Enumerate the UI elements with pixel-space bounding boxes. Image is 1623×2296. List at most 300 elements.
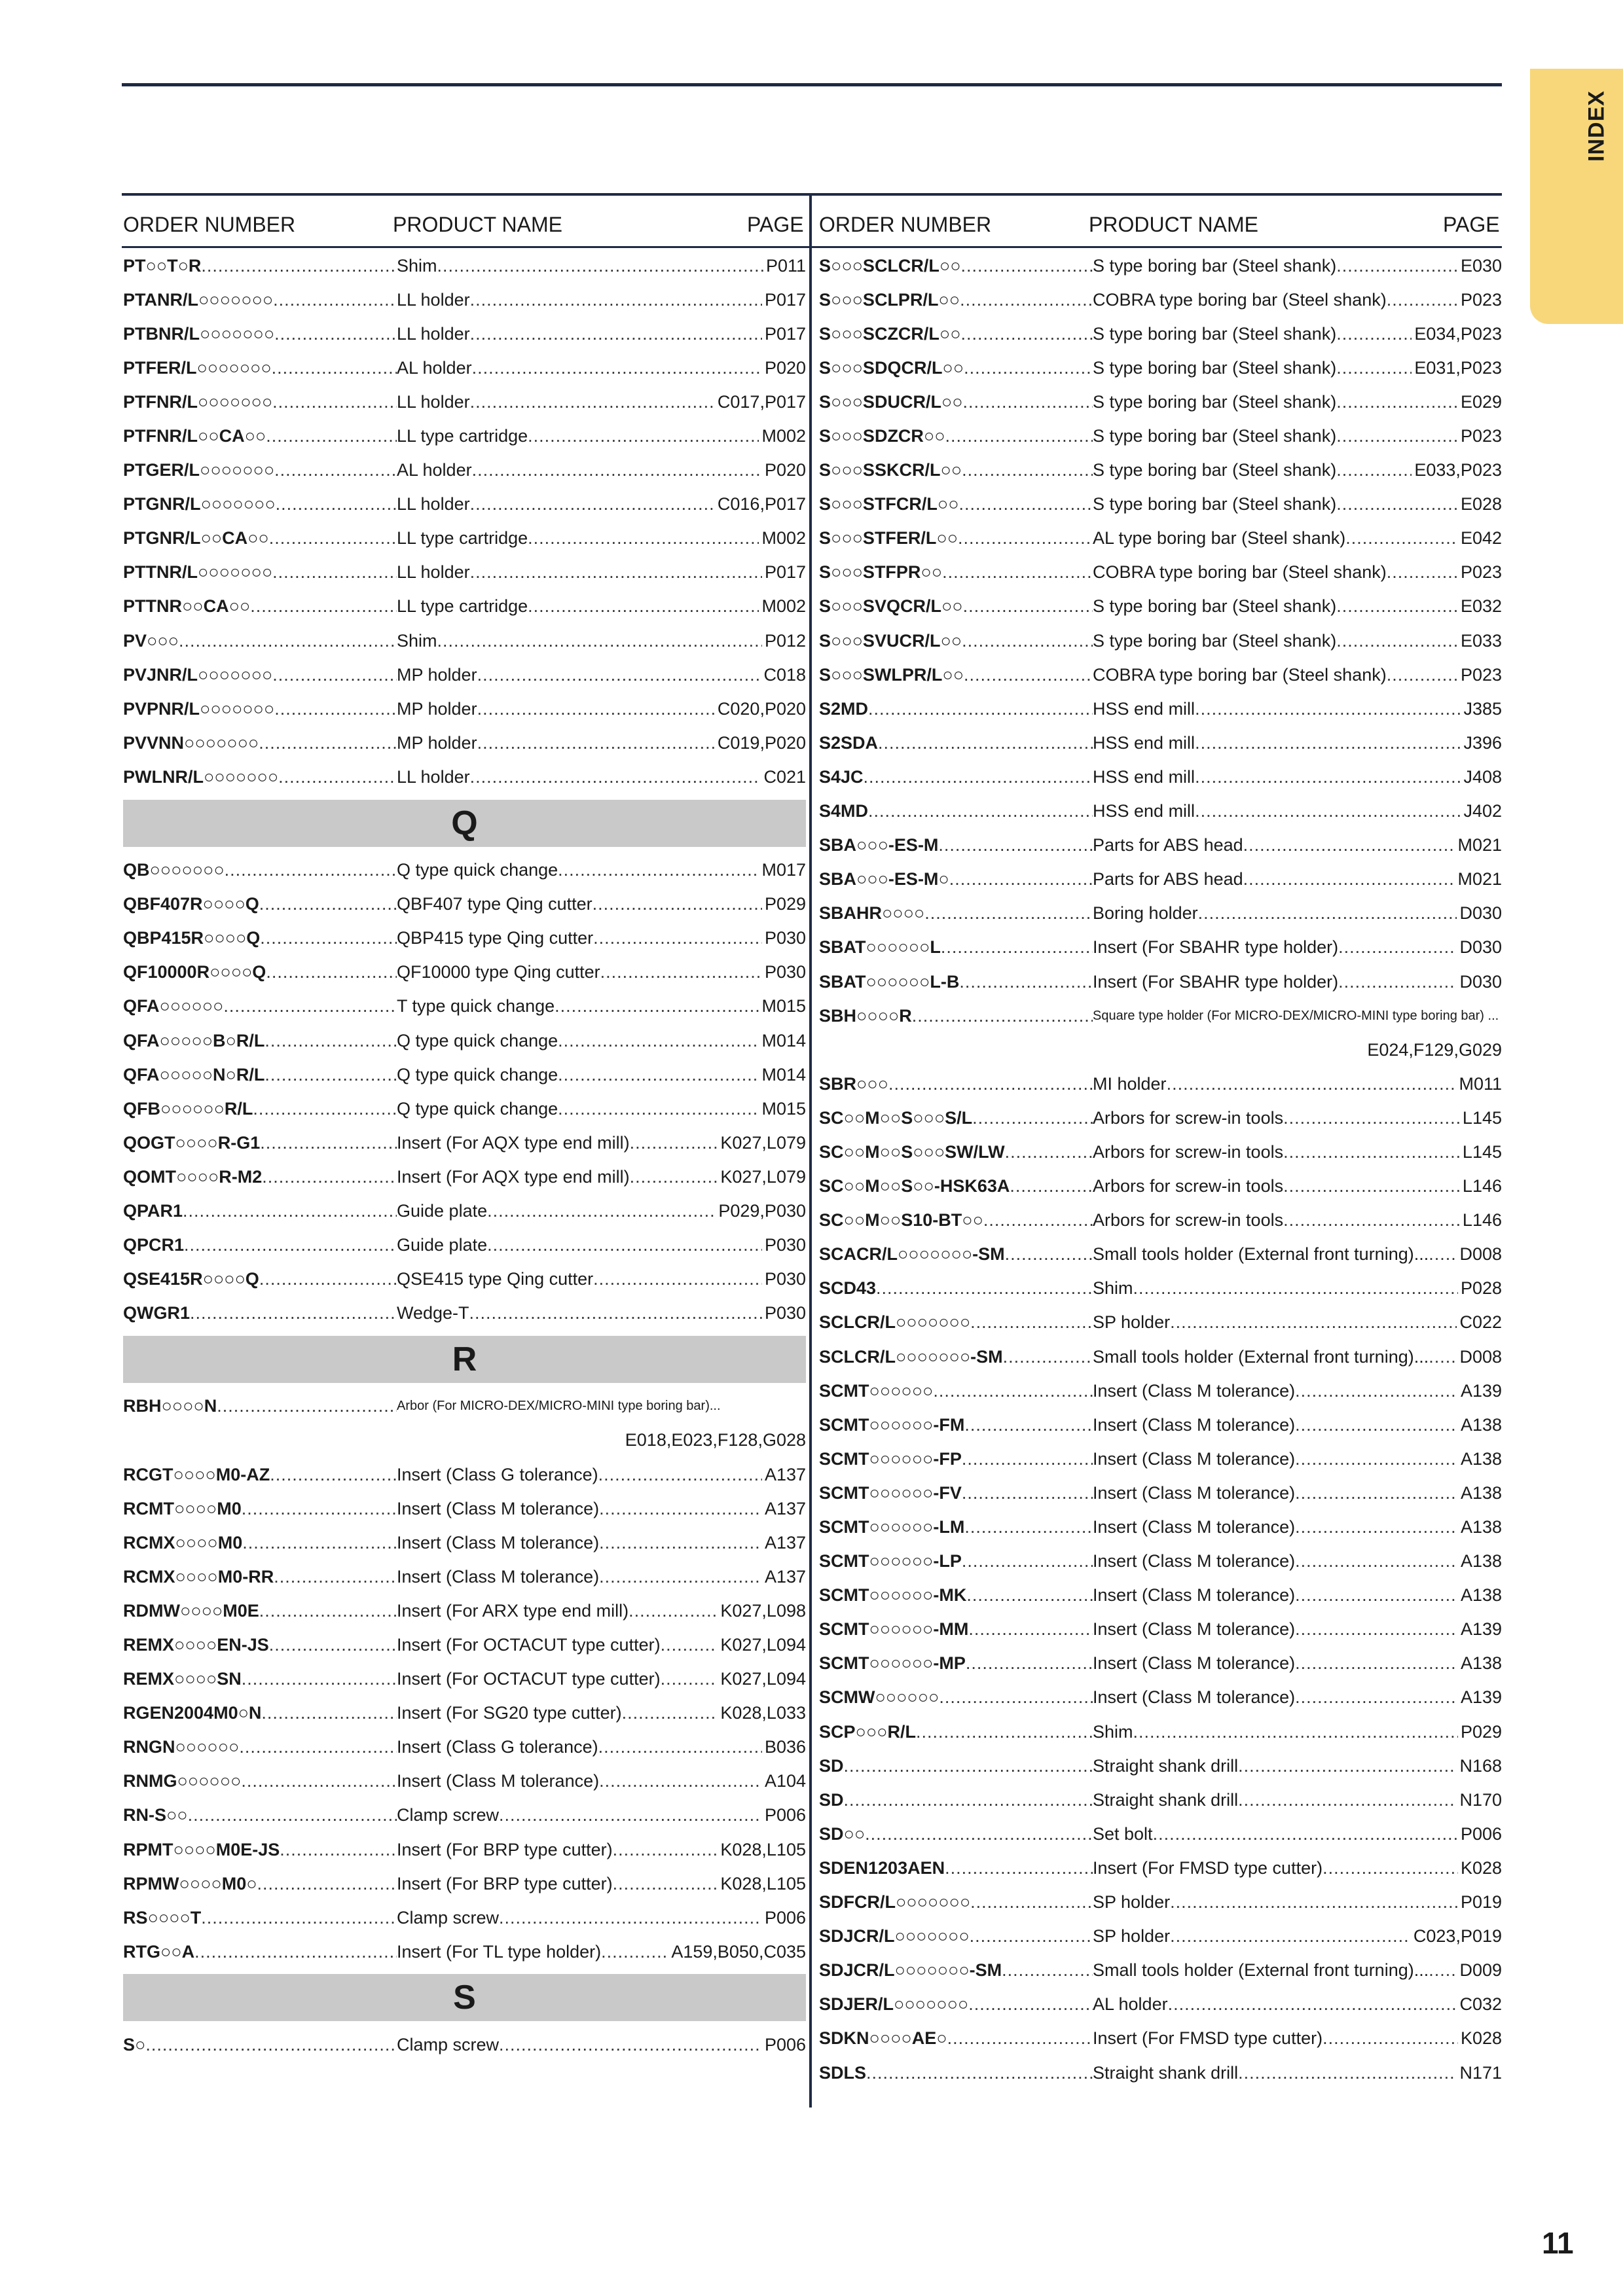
product-cell xyxy=(1093,1926,1502,1946)
dot-leader xyxy=(477,699,715,719)
page-ref[interactable]: K028,L033 xyxy=(720,1703,806,1723)
product-cell xyxy=(397,1669,806,1689)
order-number: S2SDA xyxy=(819,732,879,753)
dot-leader xyxy=(933,1381,1093,1401)
index-row xyxy=(123,1560,806,1594)
order-number: QSE415R○○○○Q xyxy=(123,1269,259,1289)
order-number-cell xyxy=(819,494,1093,514)
section-letter-bar: R xyxy=(123,1336,806,1383)
index-row xyxy=(819,522,1502,556)
dot-leader xyxy=(1295,1687,1458,1708)
dot-leader xyxy=(866,2063,1093,2083)
order-number: RPMW○○○○M0○ xyxy=(123,1873,257,1893)
index-row xyxy=(123,1662,806,1696)
dot-leader xyxy=(266,426,397,446)
product-cell xyxy=(1093,1756,1502,1776)
product-name: Insert (For ARX type end mill) xyxy=(397,1600,629,1621)
page-ref[interactable]: P030 xyxy=(764,1303,806,1323)
product-cell xyxy=(1093,1653,1502,1674)
page-ref[interactable]: M002 xyxy=(761,528,806,548)
index-row xyxy=(123,760,806,794)
section-letter-bar: S xyxy=(123,1974,806,2021)
page-ref[interactable]: K027,L079 xyxy=(720,1166,806,1187)
dot-leader xyxy=(241,1771,397,1791)
order-number-cell xyxy=(123,1533,397,1553)
order-number: SD○○ xyxy=(819,1823,866,1844)
product-name: LL type cartridge xyxy=(397,596,528,617)
product-name: Insert (Class M tolerance) xyxy=(1093,1619,1296,1640)
dot-leader xyxy=(661,1669,718,1689)
order-number: SD xyxy=(819,1789,844,1810)
dot-leader xyxy=(1336,494,1458,514)
product-name: MP holder xyxy=(397,664,477,685)
product-cell xyxy=(397,1465,806,1485)
index-row xyxy=(123,1867,806,1901)
dot-leader xyxy=(966,1585,1093,1605)
index-row xyxy=(123,317,806,351)
order-number-cell xyxy=(819,665,1093,685)
order-number-cell xyxy=(819,1619,1093,1640)
product-cell xyxy=(1093,1415,1502,1435)
page-ref[interactable]: C023,P019 xyxy=(1413,1926,1502,1946)
order-number-cell xyxy=(123,1771,397,1791)
product-cell xyxy=(1093,1892,1502,1912)
page-ref[interactable]: P029,P030 xyxy=(718,1200,806,1221)
dot-leader xyxy=(1295,1483,1458,1503)
page-ref[interactable]: P019 xyxy=(1460,1892,1502,1912)
page-ref[interactable]: P023 xyxy=(1460,289,1502,310)
page-ref[interactable]: M021 xyxy=(1457,835,1502,855)
subheader-rule-left xyxy=(122,246,809,248)
dot-leader xyxy=(1238,1790,1457,1810)
page-ref[interactable]: A138 xyxy=(1460,1482,1502,1503)
page-ref[interactable]: N170 xyxy=(1459,1789,1502,1810)
page-ref[interactable]: D009 xyxy=(1459,1960,1502,1981)
product-cell xyxy=(1093,1176,1502,1196)
order-number-cell xyxy=(819,1551,1093,1571)
order-number: S2MD xyxy=(819,698,869,719)
page-ref[interactable]: P011 xyxy=(765,255,806,276)
dot-leader xyxy=(272,392,397,412)
product-cell xyxy=(397,256,806,276)
order-number-cell xyxy=(123,1303,397,1323)
dot-leader xyxy=(225,860,397,880)
index-row xyxy=(123,454,806,488)
page-ref[interactable]: C020,P020 xyxy=(717,698,806,719)
page-ref[interactable]: M015 xyxy=(761,1098,806,1119)
page-ref[interactable]: P030 xyxy=(764,1235,806,1255)
index-row xyxy=(819,419,1502,453)
page-ref[interactable]: K027,L094 xyxy=(720,1635,806,1655)
page-ref[interactable]: M021 xyxy=(1457,869,1502,889)
page-ref[interactable]: A137 xyxy=(764,1498,806,1518)
order-number: QOGT○○○○R-G1 xyxy=(123,1132,261,1153)
page-ref[interactable]: D030 xyxy=(1459,937,1502,958)
col-header-product-right: PRODUCT NAME xyxy=(1089,213,1258,236)
page-ref[interactable]: A139 xyxy=(1460,1687,1502,1708)
header-rule-left xyxy=(122,193,809,196)
product-name: Small tools holder (External front turning)... xyxy=(1093,1346,1429,1367)
product-cell xyxy=(397,962,806,982)
dot-leader xyxy=(1283,1176,1460,1196)
product-name: Shim xyxy=(1093,1721,1133,1742)
page-ref[interactable]: M017 xyxy=(761,860,806,880)
dot-leader xyxy=(273,290,397,310)
page-ref[interactable]: C019,P020 xyxy=(717,732,806,753)
product-name: Insert (Class M tolerance) xyxy=(1093,1653,1296,1674)
order-number: RCMX○○○○M0-RR xyxy=(123,1566,274,1587)
product-name: Parts for ABS head xyxy=(1093,835,1243,855)
index-row xyxy=(123,1526,806,1560)
index-row xyxy=(819,897,1502,931)
page-ref[interactable]: C032 xyxy=(1459,1994,1502,2015)
product-cell xyxy=(1093,699,1502,719)
product-name: Insert (For AQX type end mill) xyxy=(397,1132,630,1153)
dot-leader xyxy=(269,1635,397,1655)
index-row xyxy=(123,922,806,956)
order-number: S○○○SCLPR/L○○ xyxy=(819,289,960,310)
product-cell xyxy=(1093,1142,1502,1162)
dot-leader xyxy=(1238,1756,1457,1776)
page-ref[interactable]: C016,P017 xyxy=(717,494,806,514)
page-ref[interactable]: E033,P023 xyxy=(1414,460,1502,480)
dot-leader xyxy=(1195,733,1461,753)
order-number-cell xyxy=(123,1201,397,1221)
product-name: HSS end mill xyxy=(1093,698,1195,719)
product-name: Insert (Class M tolerance) xyxy=(1093,1414,1296,1435)
product-name: Guide plate xyxy=(397,1235,488,1255)
product-name: LL holder xyxy=(397,562,470,583)
page-ref[interactable]: E031,P023 xyxy=(1414,357,1502,378)
dot-leader xyxy=(593,894,762,914)
page-ref[interactable]: J408 xyxy=(1463,766,1502,787)
order-number-cell xyxy=(819,2028,1093,2049)
dot-leader xyxy=(968,1994,1093,2015)
page-ref[interactable]: A138 xyxy=(1460,1551,1502,1571)
page-ref[interactable]: D008 xyxy=(1459,1244,1502,1265)
page-ref[interactable]: M014 xyxy=(761,1064,806,1085)
page-ref[interactable]: P006 xyxy=(1460,1823,1502,1844)
page-ref[interactable]: J385 xyxy=(1463,698,1502,719)
page-ref[interactable]: A139 xyxy=(1460,1380,1502,1401)
index-row xyxy=(819,351,1502,385)
subheader-rule-right xyxy=(812,246,1502,248)
page-ref[interactable]: E033 xyxy=(1460,630,1502,651)
order-number-cell xyxy=(123,2035,397,2055)
page-ref[interactable]: B036 xyxy=(764,1737,806,1757)
column-divider xyxy=(809,193,812,2108)
index-row xyxy=(123,990,806,1024)
page-ref[interactable]: K027,L079 xyxy=(720,1132,806,1153)
product-cell xyxy=(1093,937,1502,958)
product-name: Boring holder xyxy=(1093,903,1198,924)
page-ref[interactable]: K028 xyxy=(1460,2028,1502,2049)
product-name: S type boring bar (Steel shank) xyxy=(1093,460,1337,480)
page-ref[interactable]: L146 xyxy=(1462,1176,1502,1196)
index-row xyxy=(123,385,806,419)
order-number-cell xyxy=(123,1031,397,1051)
page-ref[interactable]: P020 xyxy=(764,357,806,378)
index-row xyxy=(123,1297,806,1331)
index-row xyxy=(123,624,806,658)
page-ref[interactable]: P020 xyxy=(764,460,806,480)
dot-leader xyxy=(963,392,1093,412)
page-ref[interactable]: E034,P023 xyxy=(1414,323,1502,344)
order-number-cell xyxy=(123,665,397,685)
order-number: SDFCR/L○○○○○○○ xyxy=(819,1892,971,1912)
dot-leader xyxy=(1133,1722,1458,1742)
dot-leader xyxy=(272,665,397,685)
page-ref[interactable]: M014 xyxy=(761,1030,806,1050)
product-cell xyxy=(397,996,806,1016)
product-cell xyxy=(397,1065,806,1085)
dot-leader xyxy=(1295,1415,1458,1435)
dot-leader xyxy=(599,1533,762,1553)
index-row xyxy=(819,999,1502,1033)
order-number-cell xyxy=(123,1737,397,1757)
index-row xyxy=(123,1126,806,1160)
index-row xyxy=(123,1458,806,1492)
page-ref[interactable]: P030 xyxy=(764,1269,806,1289)
order-number-cell xyxy=(819,835,1093,855)
product-cell xyxy=(1093,324,1502,344)
page-ref[interactable]: P023 xyxy=(1460,664,1502,685)
page-ref[interactable]: D008 xyxy=(1459,1346,1502,1367)
dot-leader xyxy=(261,1703,397,1723)
dot-leader xyxy=(1167,1074,1457,1094)
product-cell xyxy=(397,1601,806,1621)
product-name: AL holder xyxy=(397,357,472,378)
index-tab[interactable] xyxy=(1530,69,1623,324)
order-number-cell xyxy=(819,1108,1093,1128)
product-cell xyxy=(1093,1347,1502,1367)
product-cell xyxy=(1093,903,1502,924)
order-number: S○○○SCZCR/L○○ xyxy=(819,323,961,344)
page-ref[interactable]: E024,F129,G029 xyxy=(1367,1039,1502,1060)
product-cell xyxy=(397,1235,806,1255)
page-ref[interactable]: A159,B050,C035 xyxy=(671,1941,806,1962)
page-ref[interactable]: K027,L094 xyxy=(720,1669,806,1689)
page-ref[interactable]: N171 xyxy=(1459,2062,1502,2083)
dot-leader xyxy=(964,665,1093,685)
product-name: Shim xyxy=(397,630,437,651)
page-ref[interactable]: C018 xyxy=(763,664,806,685)
page-ref[interactable]: K028,L105 xyxy=(720,1873,806,1893)
product-cell xyxy=(1093,426,1502,446)
page-ref[interactable]: C021 xyxy=(763,766,806,787)
order-number-cell xyxy=(123,1874,397,1894)
page-ref[interactable]: P028 xyxy=(1460,1278,1502,1299)
page-ref[interactable]: D030 xyxy=(1459,903,1502,924)
dot-leader xyxy=(1429,1960,1457,1981)
index-row xyxy=(819,249,1502,283)
page-ref[interactable]: P006 xyxy=(764,1805,806,1825)
page-ref[interactable]: P030 xyxy=(764,962,806,982)
product-cell xyxy=(397,562,806,583)
page-ref[interactable]: K028 xyxy=(1460,1857,1502,1878)
order-number-cell xyxy=(123,1840,397,1860)
page-ref[interactable]: K027,L098 xyxy=(720,1600,806,1621)
page-ref[interactable]: L146 xyxy=(1462,1210,1502,1230)
product-cell xyxy=(397,290,806,310)
order-number: PVVNN○○○○○○○ xyxy=(123,732,259,753)
order-number-cell xyxy=(123,358,397,378)
page-ref[interactable]: E032 xyxy=(1460,596,1502,617)
product-cell xyxy=(397,1771,806,1791)
page-ref[interactable]: A138 xyxy=(1460,1517,1502,1537)
page-ref[interactable]: P023 xyxy=(1460,562,1502,583)
section-letter-bar: Q xyxy=(123,800,806,847)
index-row xyxy=(123,1731,806,1765)
product-name: Insert (Class G tolerance) xyxy=(397,1737,598,1757)
dot-leader xyxy=(1243,869,1455,889)
product-name: HSS end mill xyxy=(1093,732,1195,753)
dot-leader xyxy=(1003,1347,1093,1367)
product-name: Clamp screw xyxy=(397,2034,500,2054)
order-number: RN-S○○ xyxy=(123,1805,188,1825)
page-ref[interactable]: M011 xyxy=(1459,1073,1502,1094)
product-name: LL holder xyxy=(397,289,470,310)
product-name: Set bolt xyxy=(1093,1823,1153,1844)
product-name: S type boring bar (Steel shank) xyxy=(1093,596,1337,617)
dot-leader xyxy=(1336,324,1412,344)
index-row xyxy=(819,1204,1502,1238)
order-number-cell xyxy=(819,972,1093,992)
index-row xyxy=(819,1851,1502,1885)
order-number-cell xyxy=(123,1065,397,1085)
page-ref[interactable]: P029 xyxy=(1460,1721,1502,1742)
page-ref[interactable]: P017 xyxy=(764,562,806,583)
dot-leader xyxy=(259,894,397,914)
page-ref[interactable]: P030 xyxy=(764,928,806,948)
page-ref[interactable]: A138 xyxy=(1460,1653,1502,1674)
product-cell xyxy=(397,733,806,753)
order-number: QFA○○○○○○ xyxy=(123,996,224,1016)
page-ref[interactable]: L145 xyxy=(1462,1141,1502,1162)
page-ref[interactable]: P006 xyxy=(764,1907,806,1928)
page-ref[interactable]: C022 xyxy=(1459,1312,1502,1333)
dot-leader xyxy=(470,494,715,514)
page-ref[interactable]: P017 xyxy=(764,323,806,344)
product-name: Q type quick change xyxy=(397,1098,558,1119)
index-row xyxy=(819,1886,1502,1920)
page-ref[interactable]: K028,L105 xyxy=(720,1839,806,1859)
dot-leader xyxy=(600,962,762,982)
index-row xyxy=(123,853,806,888)
order-number: RDMW○○○○M0E xyxy=(123,1600,259,1621)
page-ref[interactable]: E042 xyxy=(1460,528,1502,548)
page-ref[interactable]: A137 xyxy=(764,1532,806,1552)
dot-leader xyxy=(477,733,715,753)
index-row xyxy=(819,1715,1502,1749)
page-ref[interactable]: A137 xyxy=(764,1464,806,1484)
dot-leader xyxy=(599,1771,762,1791)
page-ref[interactable]: P012 xyxy=(764,630,806,651)
dot-leader xyxy=(470,767,761,787)
dot-leader xyxy=(947,2028,1093,2049)
dot-leader xyxy=(939,1687,1093,1708)
order-number: SCMT○○○○○○-LM xyxy=(819,1517,965,1537)
product-name: Q type quick change xyxy=(397,1030,558,1050)
dot-leader xyxy=(260,928,397,948)
product-cell xyxy=(397,665,806,685)
order-number: RGEN2004M0○N xyxy=(123,1703,262,1723)
product-name: Insert (For SG20 type cutter) xyxy=(397,1703,622,1723)
product-cell xyxy=(1093,801,1502,821)
page-ref[interactable]: L145 xyxy=(1462,1107,1502,1128)
page-ref[interactable]: E018,E023,F128,G028 xyxy=(625,1430,806,1450)
product-cell xyxy=(397,1942,806,1962)
header-rule-right xyxy=(812,193,1502,196)
index-tab-label: INDEX xyxy=(1584,90,1609,162)
page-ref[interactable]: P017 xyxy=(764,289,806,310)
col-header-order-left: ORDER NUMBER xyxy=(123,213,296,236)
page-ref[interactable]: N168 xyxy=(1459,1755,1502,1776)
page-ref[interactable]: A138 xyxy=(1460,1448,1502,1469)
page-ref[interactable]: D030 xyxy=(1459,971,1502,992)
page-ref[interactable]: P006 xyxy=(764,2034,806,2054)
dot-leader xyxy=(941,937,1093,958)
index-row xyxy=(123,726,806,760)
page-ref[interactable]: J396 xyxy=(1463,732,1502,753)
page-ref[interactable]: M015 xyxy=(761,996,806,1016)
page-ref[interactable]: A104 xyxy=(764,1771,806,1791)
order-number-cell xyxy=(819,324,1093,344)
page-ref[interactable]: E030 xyxy=(1460,255,1502,276)
page-ref[interactable]: M002 xyxy=(761,596,806,617)
product-name: Insert (Class M tolerance) xyxy=(1093,1380,1296,1401)
dot-leader xyxy=(972,1108,1093,1128)
order-number-cell xyxy=(819,1790,1093,1810)
page-ref[interactable]: J402 xyxy=(1463,801,1502,821)
order-number: S○○○STFCR/L○○ xyxy=(819,494,959,514)
page-ref[interactable]: A137 xyxy=(764,1566,806,1587)
page-ref[interactable]: M002 xyxy=(761,426,806,446)
dot-leader xyxy=(622,1703,718,1723)
order-number-cell xyxy=(123,1942,397,1962)
page-ref[interactable]: A138 xyxy=(1460,1585,1502,1605)
order-number-cell xyxy=(819,1006,1093,1026)
product-cell xyxy=(397,358,806,378)
page-ref[interactable]: A139 xyxy=(1460,1619,1502,1640)
order-number-cell xyxy=(123,1465,397,1485)
dot-leader xyxy=(145,2035,397,2055)
order-number-cell xyxy=(819,1517,1093,1537)
page-ref[interactable]: P023 xyxy=(1460,426,1502,446)
order-number: SCMW○○○○○○ xyxy=(819,1687,939,1708)
order-number-cell xyxy=(819,1722,1093,1742)
order-number: PVPNR/L○○○○○○○ xyxy=(123,698,275,719)
dot-leader xyxy=(201,256,397,276)
dot-leader xyxy=(179,631,397,651)
page-ref[interactable]: A138 xyxy=(1460,1414,1502,1435)
index-row xyxy=(819,692,1502,726)
index-row xyxy=(123,1024,806,1058)
order-number: S○○○SWLPR/L○○ xyxy=(819,664,964,685)
page-ref[interactable]: P029 xyxy=(764,894,806,914)
page-ref[interactable]: E029 xyxy=(1460,391,1502,412)
product-name: T type quick change xyxy=(397,996,555,1016)
product-cell xyxy=(397,1840,806,1860)
page-ref[interactable]: E028 xyxy=(1460,494,1502,514)
page-ref[interactable]: C017,P017 xyxy=(717,391,806,412)
product-cell xyxy=(397,596,806,617)
product-name: MI holder xyxy=(1093,1073,1167,1094)
dot-leader xyxy=(1153,1824,1458,1844)
product-name: Insert (For BRP type cutter) xyxy=(397,1839,613,1859)
dot-leader xyxy=(223,996,397,1016)
order-number: REMX○○○○SN xyxy=(123,1669,242,1689)
